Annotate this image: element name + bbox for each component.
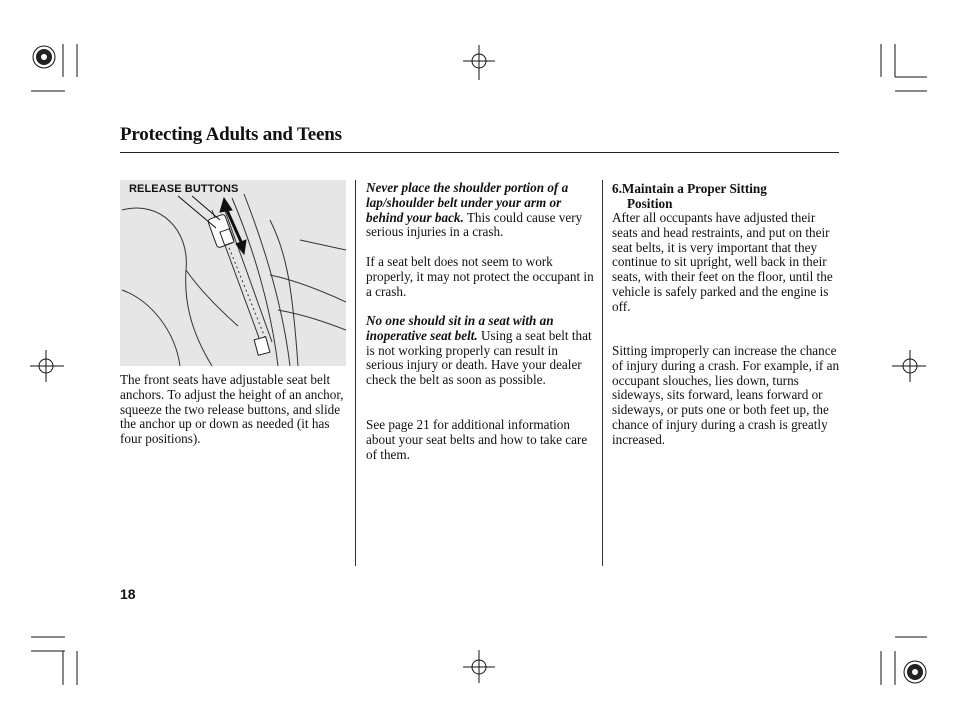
page-title: Protecting Adults and Teens [120,124,342,145]
inoperative-belt-warning [366,314,595,388]
see-page-paragraph: See page 21 for additional information about your seat belts and how to take care of them. [366,417,588,462]
inoperative-belt-warning-emphasis: No one should sit in a seat with an inoperative seat belt. [366,313,554,343]
sitting-position-paragraph-1: After all occupants have adjusted their seats and head restraints, and put on their seat belts, it is very important that they continue to sit upright, well back in their seats, with their feet on the floor, until the vehicle is safely parked and the engine is off. [612,210,833,314]
anchor-adjustment-paragraph: The front seats have adjustable seat belt anchors. To adjust the height of an anchor, squeeze the two release buttons, and slide the anchor up or down as needed (it has four positions). [120,372,344,447]
belt-not-working-paragraph: If a seat belt does not seem to work properly, it may not protect the occupant in a crash. [366,254,594,299]
sitting-position-paragraph-2: Sitting improperly can increase the chance of injury during a crash. For example, if an occupant slouches, lies down, turns sideways, sits forward, leans forward or sideways, or puts one or both feet up, the chance of injury during a crash is greatly increased. [612,343,840,447]
title-divider [120,152,839,153]
column-divider-1 [355,180,356,566]
shoulder-belt-warning-emphasis: Never place the shoulder portion of a lap/shoulder belt under your arm or behind your back. [366,180,569,225]
heading-number: 6. [612,181,622,196]
heading-line-2: Position [627,195,673,211]
page-number: 18 [120,586,136,602]
shoulder-belt-warning-text: This could cause very serious injuries in a crash. [366,209,583,240]
figure-label: RELEASE BUTTONS [129,183,239,195]
inoperative-belt-warning-text: Using a seat belt that is not working properly can result in serious injury or death. Have your dealer check the belt as soon as possible. [366,327,592,388]
shoulder-belt-warning [366,181,595,240]
column-divider-2 [602,180,603,566]
sitting-position-heading [612,182,842,212]
heading-line-1: Maintain a Proper Sitting [621,181,767,196]
seat-belt-anchor-illustration [120,180,346,366]
seat-belt-drawing [120,180,346,366]
